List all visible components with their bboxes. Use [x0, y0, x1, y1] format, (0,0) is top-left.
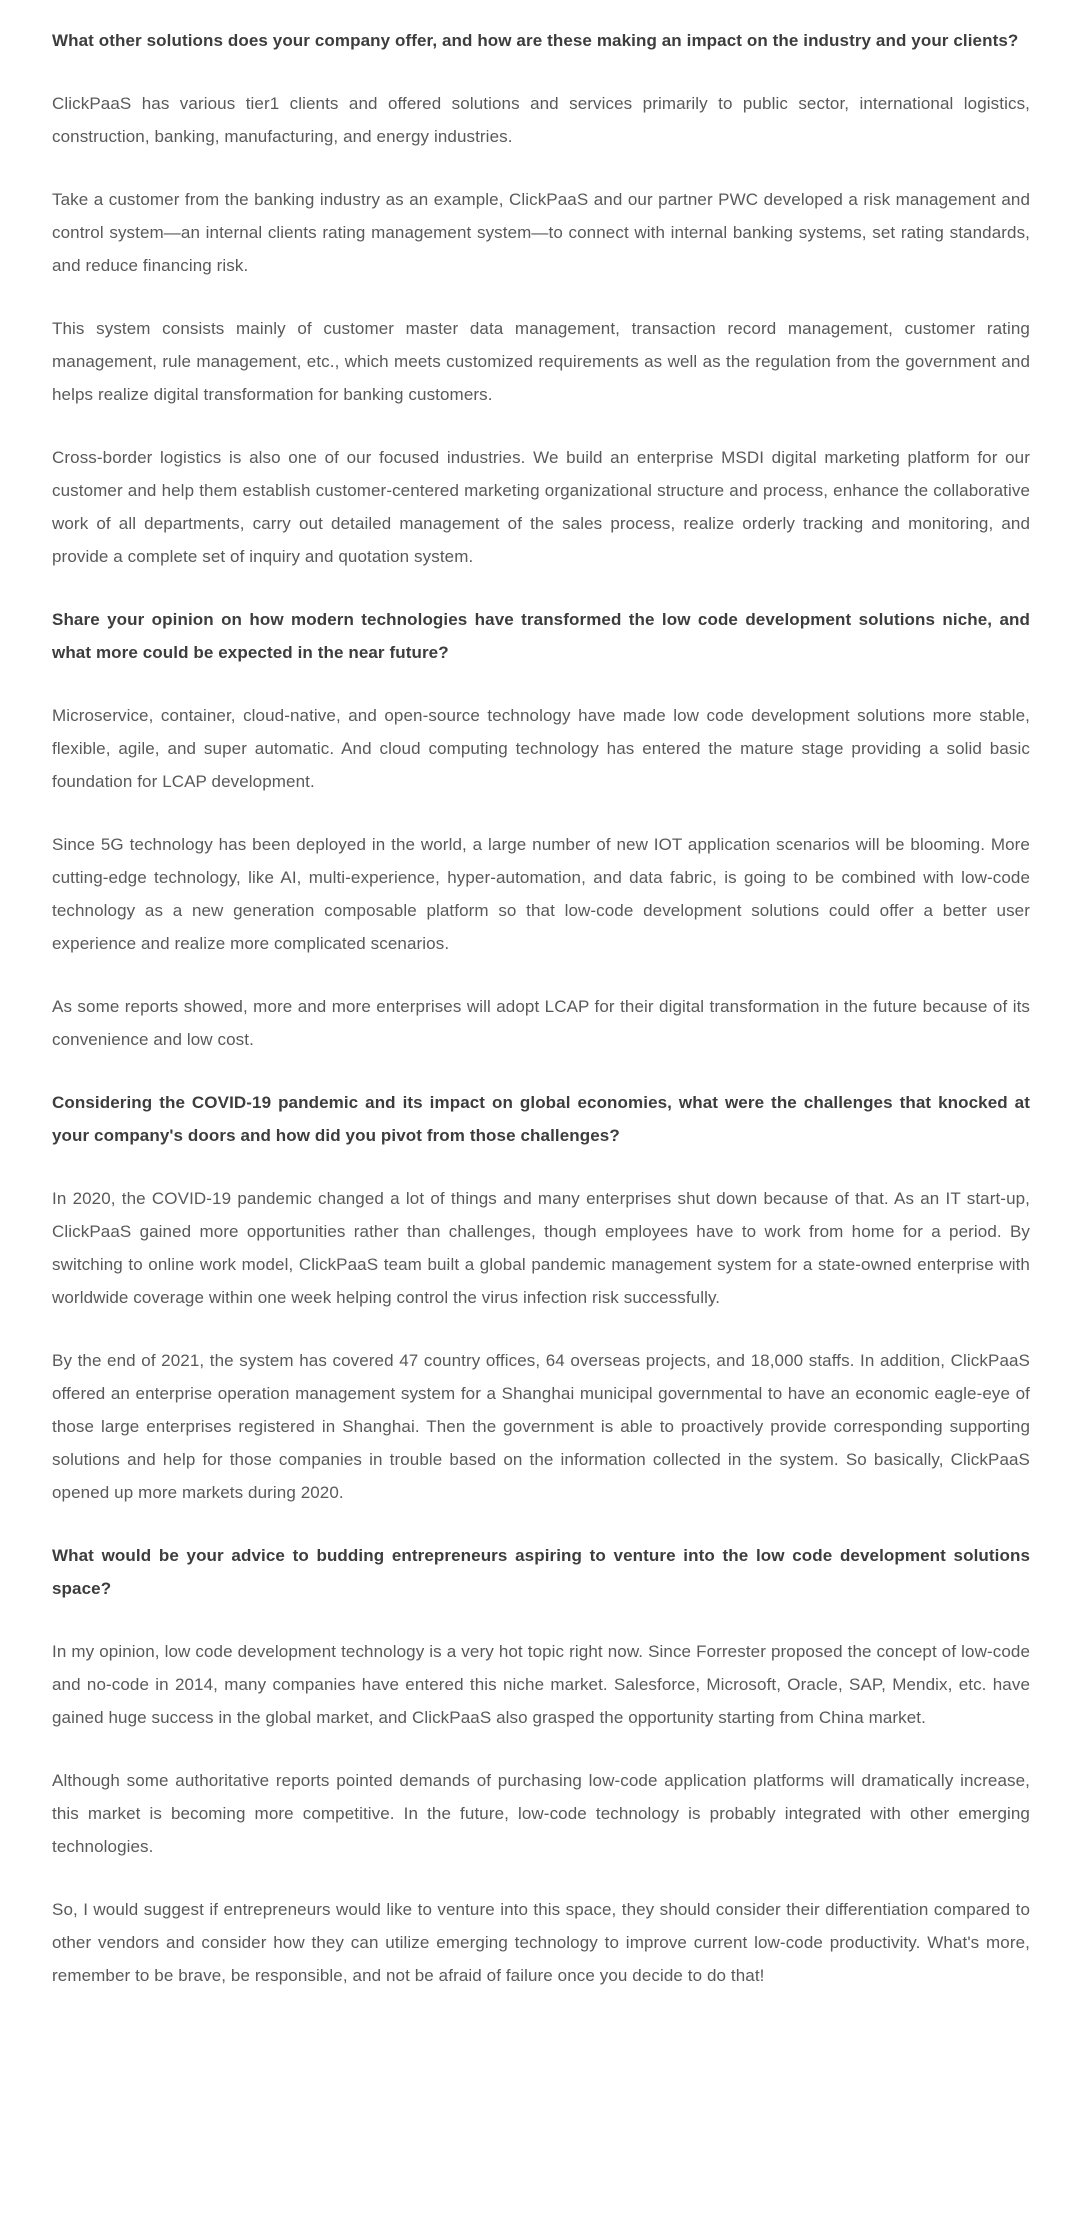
- qa-section-covid-challenges: [52, 1086, 1030, 1509]
- qa-section-other-solutions: [52, 24, 1030, 573]
- interview-question: Considering the COVID-19 pandemic and its impact on global economies, what were the challenges that knocked at your company's doors and how did you pivot from those challenges?: [52, 1093, 1030, 1145]
- interview-answer-paragraph: In my opinion, low code development technology is a very hot topic right now. Since Forrester proposed the concept of low-code and no-code in 2014, many companies have entered this niche market. Salesforce, Microsoft, Oracle, SAP, Mendix, etc. have gained huge success in the global market, and ClickPaaS also grasped the opportunity starting from China market.: [52, 1642, 1030, 1727]
- interview-answer-paragraph: So, I would suggest if entrepreneurs would like to venture into this space, they should consider their differentiation compared to other vendors and consider how they can utilize emerging technology to improve current low-code productivity. What's more, remember to be brave, be responsible, and not be afraid of failure once you decide to do that!: [52, 1900, 1030, 1985]
- interview-question: What would be your advice to budding entrepreneurs aspiring to venture into the low code development solutions space?: [52, 1546, 1030, 1598]
- interview-answer-paragraph: Take a customer from the banking industry as an example, ClickPaaS and our partner PWC developed a risk management and control system—an internal clients rating management system—to connect with internal banking systems, set rating standards, and reduce financing risk.: [52, 190, 1030, 275]
- interview-answer-paragraph: Microservice, container, cloud-native, and open-source technology have made low code development solutions more stable, flexible, agile, and super automatic. And cloud computing technology has entered the mature stage providing a solid basic foundation for LCAP development.: [52, 706, 1030, 791]
- interview-answer-paragraph: Cross-border logistics is also one of our focused industries. We build an enterprise MSDI digital marketing platform for our customer and help them establish customer-centered marketing organizational structure and process, enhance the collaborative work of all departments, carry out detailed management of the sales process, realize orderly tracking and monitoring, and provide a complete set of inquiry and quotation system.: [52, 448, 1030, 566]
- qa-section-modern-technologies: [52, 603, 1030, 1056]
- interview-answer-paragraph: In 2020, the COVID-19 pandemic changed a lot of things and many enterprises shut down because of that. As an IT start-up, ClickPaaS gained more opportunities rather than challenges, though employees have to work from home for a period. By switching to online work model, ClickPaaS team built a global pandemic management system for a state-owned enterprise with worldwide coverage within one week helping control the virus infection risk successfully.: [52, 1189, 1030, 1307]
- interview-answer-paragraph: As some reports showed, more and more enterprises will adopt LCAP for their digital transformation in the future because of its convenience and low cost.: [52, 997, 1030, 1049]
- qa-section-advice-entrepreneurs: [52, 1539, 1030, 1992]
- interview-answer-paragraph: Since 5G technology has been deployed in the world, a large number of new IOT application scenarios will be blooming. More cutting-edge technology, like AI, multi-experience, hyper-automation, and data fabric, is going to be combined with low-code technology as a new generation composable platform so that low-code development solutions could offer a better user experience and realize more complicated scenarios.: [52, 835, 1030, 953]
- interview-question: What other solutions does your company offer, and how are these making an impact on the industry and your clients?: [52, 31, 1019, 50]
- interview-answer-paragraph: ClickPaaS has various tier1 clients and offered solutions and services primarily to public sector, international logistics, construction, banking, manufacturing, and energy industries.: [52, 94, 1030, 146]
- interview-answer-paragraph: This system consists mainly of customer master data management, transaction record management, customer rating management, rule management, etc., which meets customized requirements as well as the regulation from the government and helps realize digital transformation for banking customers.: [52, 319, 1030, 404]
- interview-question: Share your opinion on how modern technologies have transformed the low code development solutions niche, and what more could be expected in the near future?: [52, 610, 1030, 662]
- interview-answer-paragraph: Although some authoritative reports pointed demands of purchasing low-code application platforms will dramatically increase, this market is becoming more competitive. In the future, low-code technology is probably integrated with other emerging technologies.: [52, 1771, 1030, 1856]
- interview-answer-paragraph: By the end of 2021, the system has covered 47 country offices, 64 overseas projects, and 18,000 staffs. In addition, ClickPaaS offered an enterprise operation management system for a Shanghai municipal governmental to have an economic eagle-eye of those large enterprises registered in Shanghai. Then the government is able to proactively provide corresponding supporting solutions and help for those companies in trouble based on the information collected in the system. So basically, ClickPaaS opened up more markets during 2020.: [52, 1351, 1030, 1502]
